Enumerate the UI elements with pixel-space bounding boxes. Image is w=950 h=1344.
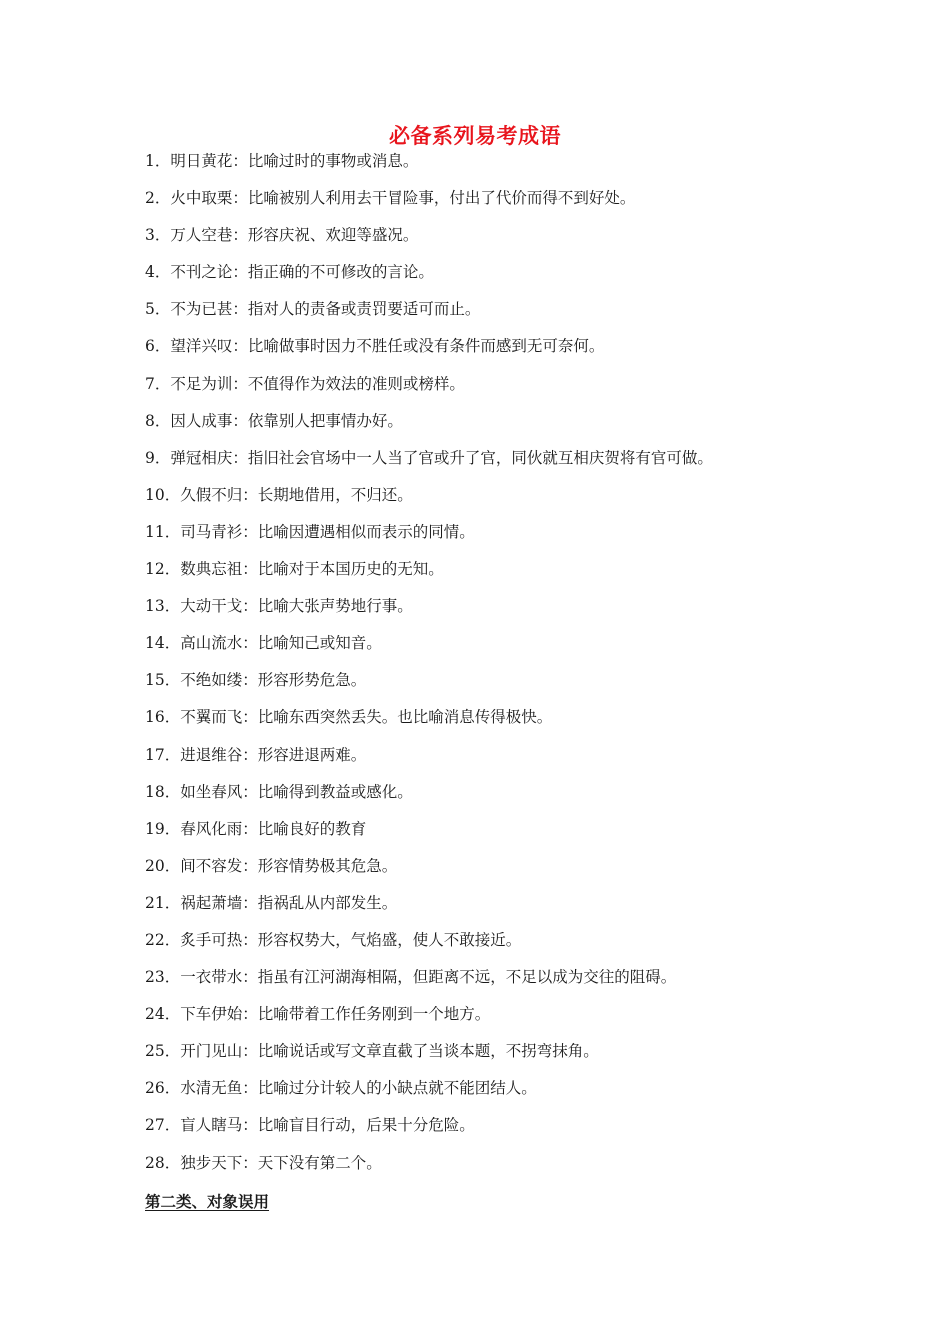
idiom-list — [145, 148, 845, 1187]
idiom-item: 25．开门见山：比喻说话或写文章直截了当谈本题，不拐弯抹角。 — [145, 1042, 599, 1061]
idiom-item: 10．久假不归：长期地借用，不归还。 — [145, 485, 413, 504]
idiom-item: 5．不为已甚：指对人的责备或责罚要适可而止。 — [145, 300, 481, 319]
idiom-item: 1．明日黄花：比喻过时的事物或消息。 — [145, 152, 419, 170]
idiom-item: 6．望洋兴叹：比喻做事时因力不胜任或没有条件而感到无可奈何。 — [145, 337, 605, 356]
idiom-item: 28．独步天下：天下没有第二个。 — [145, 1153, 382, 1172]
idiom-item: 20．间不容发：形容情势极其危急。 — [145, 856, 398, 875]
idiom-item: 2．火中取栗：比喻被别人利用去干冒险事，付出了代价而得不到好处。 — [145, 189, 636, 208]
idiom-item: 22．炙手可热：形容权势大，气焰盛，使人不敢接近。 — [145, 930, 522, 949]
idiom-item: 12．数典忘祖：比喻对于本国历史的无知。 — [145, 560, 444, 579]
idiom-item: 27．盲人瞎马：比喻盲目行动，后果十分危险。 — [145, 1116, 475, 1135]
idiom-item: 7．不足为训：不值得作为效法的准则或榜样。 — [145, 374, 465, 393]
idiom-item: 26．水清无鱼：比喻过分计较人的小缺点就不能团结人。 — [145, 1079, 537, 1098]
idiom-item: 9．弹冠相庆：指旧社会官场中一人当了官或升了官，同伙就互相庆贺将有官可做。 — [145, 448, 713, 467]
idiom-item: 17．进退维谷：形容进退两难。 — [145, 745, 367, 764]
idiom-item: 23．一衣带水：指虽有江河湖海相隔，但距离不远，不足以成为交往的阻碍。 — [145, 968, 677, 987]
idiom-item: 3．万人空巷：形容庆祝、欢迎等盛况。 — [145, 226, 419, 245]
idiom-item: 21．祸起萧墙：指祸乱从内部发生。 — [145, 893, 398, 912]
idiom-item: 8．因人成事：依靠别人把事情办好。 — [145, 411, 403, 430]
idiom-item: 19．春风化雨：比喻良好的教育 — [145, 819, 367, 838]
idiom-item: 11．司马青衫：比喻因遭遇相似而表示的同情。 — [145, 522, 475, 541]
idiom-item: 16．不翼而飞：比喻东西突然丢失。也比喻消息传得极快。 — [145, 708, 553, 727]
idiom-item: 15．不绝如缕：形容形势危急。 — [145, 671, 367, 690]
document-title: 必备系列易考成语 — [389, 123, 561, 148]
section-heading: 第二类、对象误用 — [145, 1192, 270, 1211]
idiom-item: 18．如坐春风：比喻得到教益或感化。 — [145, 782, 413, 801]
idiom-item: 4．不刊之论：指正确的不可修改的言论。 — [145, 263, 434, 282]
idiom-item: 24．下车伊始：比喻带着工作任务刚到一个地方。 — [145, 1005, 491, 1024]
idiom-item: 13．大动干戈：比喻大张声势地行事。 — [145, 597, 413, 616]
idiom-item: 14．高山流水：比喻知己或知音。 — [145, 634, 382, 653]
